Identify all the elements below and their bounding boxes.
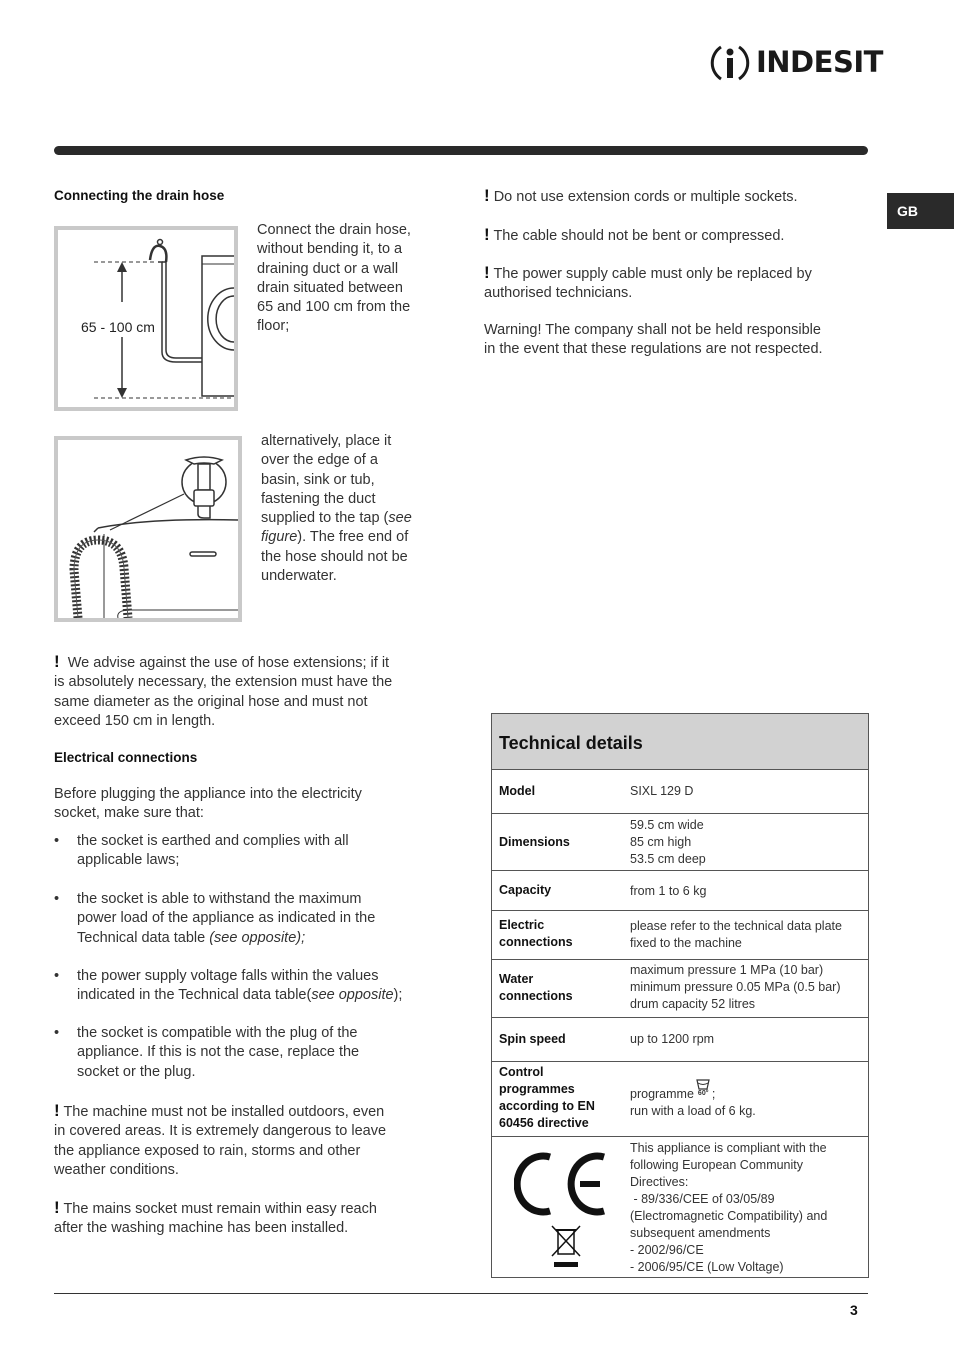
warning-icon: ! <box>54 1101 60 1120</box>
crossed-bin-icon <box>549 1224 583 1270</box>
table-row: Capacity from 1 to 6 kg <box>492 871 868 911</box>
warning-icon: ! <box>484 186 490 205</box>
table-title: Technical details <box>499 733 643 753</box>
electrical-heading: Electrical connections <box>54 750 198 765</box>
drain-height-figure <box>54 226 238 411</box>
table-row: Electric connections please refer to the technical data plate fixed to the machine <box>492 911 868 960</box>
extension-warning: ! We advise against the use of hose extensions; if it is absolutely necessary, the extension must have the same diameter as the original hose and must not exceed 150 cm in length. <box>54 652 393 729</box>
table-header <box>492 714 868 770</box>
table-row: This appliance is compliant with the following European Community Directives: - 89/336/CEE of 03/05/89 (Electromagnetic Compatibility) and subsequent amendments - 2002/96/CE - 2006/95/CE (Low Voltage) <box>492 1137 868 1277</box>
socket-warning: ! The mains socket must remain within easy reach after the washing machine has been installed. <box>54 1198 377 1237</box>
table-row: Spin speed up to 1200 rpm <box>492 1018 868 1062</box>
basin-drain-figure <box>54 436 242 622</box>
technical-details-table <box>491 713 869 1278</box>
footer-rule <box>54 1293 868 1294</box>
power-cable-warning: ! The power supply cable must only be replaced by authorised technicians. <box>484 263 812 302</box>
table-row: Water connections maximum pressure 1 MPa (10 bar) minimum pressure 0.05 MPa (0.5 bar) drum capacity 52 litres <box>492 960 868 1018</box>
header-rule <box>54 146 868 155</box>
page-number: 3 <box>850 1302 858 1318</box>
company-warning: Warning! The company shall not be held responsible in the event that these regulations are not respected. <box>484 322 823 358</box>
cord-warning: ! Do not use extension cords or multiple sockets. <box>484 186 798 205</box>
drain-instructions: Connect the drain hose, without bending it, to a draining duct or a wall drain situated between 65 and 100 cm from the floor; <box>257 222 411 335</box>
bullet-item: • the power supply voltage falls within the values indicated in the Technical data table(see opposite); <box>54 968 403 1004</box>
drain-heading: Connecting the drain hose <box>54 188 225 203</box>
height-range-label: 65 - 100 cm <box>81 318 155 337</box>
bullet-item: • the socket is able to withstand the maximum power load of the appliance as indicated in the Technical data table (see opposite); <box>54 891 376 946</box>
bullet-item: • the socket is earthed and complies with all applicable laws; <box>54 833 349 869</box>
basin-instructions: alternatively, place it over the edge of a basin, sink or tub, fastening the duct supplied to the tap (see figure). The free end of the hose should not be underwater. <box>261 433 412 585</box>
warning-icon: ! <box>484 263 490 282</box>
brand-logo <box>708 40 883 86</box>
wash-programme-icon: 60° <box>694 1081 712 1098</box>
warning-icon: ! <box>54 652 60 671</box>
warning-icon: ! <box>54 1198 60 1217</box>
table-row: Model SIXL 129 D <box>492 770 868 814</box>
bullet-item: • the socket is compatible with the plug of the appliance. If this is not the case, replace the socket or the plug. <box>54 1025 360 1080</box>
ce-mark-icon <box>514 1149 614 1219</box>
table-row: Dimensions 59.5 cm wide 85 cm high 53.5 cm deep <box>492 814 868 871</box>
language-tab: GB <box>887 193 954 229</box>
cable-warning: ! The cable should not be bent or compressed. <box>484 225 785 244</box>
table-row: Control programmes according to EN 60456 directive programme 60° ; run with a load of 6 kg. <box>492 1062 868 1137</box>
warning-icon: ! <box>484 225 490 244</box>
brand-name: INDESIT <box>756 45 883 79</box>
basin-hose-illustration <box>58 440 238 618</box>
indesit-logo-icon <box>708 41 752 85</box>
outdoor-warning: ! The machine must not be installed outdoors, even in covered areas. It is extremely dangerous to leave the appliance exposed to rain, storms and other weather conditions. <box>54 1101 387 1178</box>
electrical-intro: Before plugging the appliance into the electricity socket, make sure that: <box>54 786 362 822</box>
